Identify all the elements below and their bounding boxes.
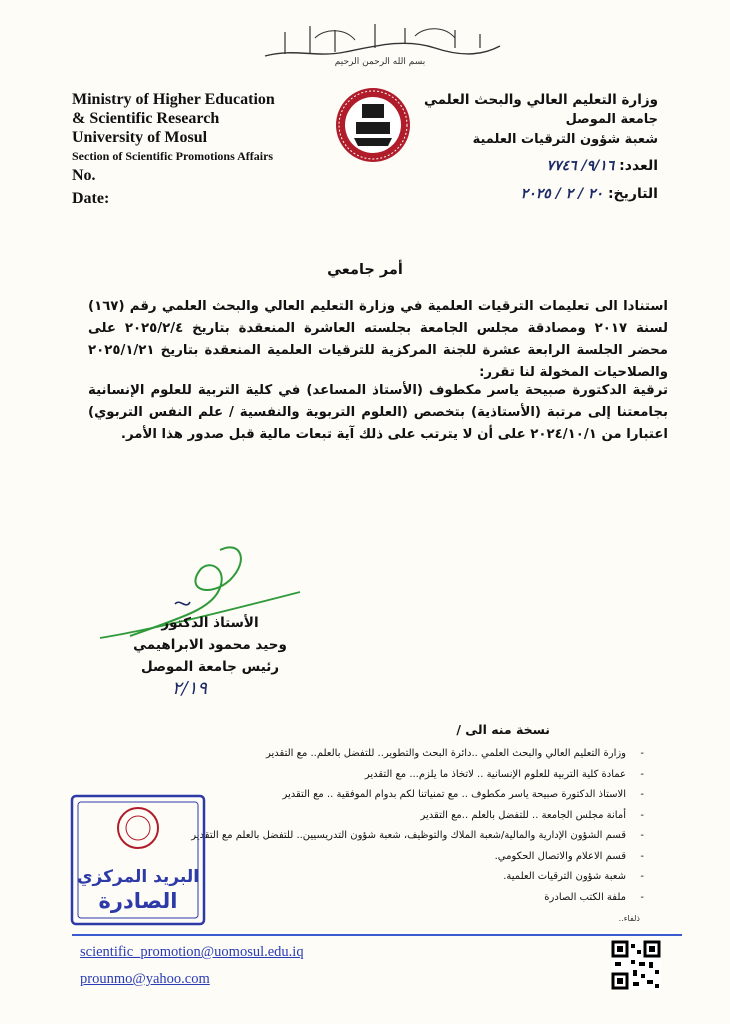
stamp-line-2: الصادرة [98, 889, 178, 913]
ministry-name-en-2: & Scientific Research [72, 110, 220, 127]
signature-date: ٢/١٩ [172, 678, 208, 699]
document-title: أمر جامعي [327, 262, 403, 278]
bismillah-calligraphy [255, 18, 505, 68]
signatory-title: الأستاذ الدكتور [161, 615, 259, 631]
date-value-ar: ٢٠ / ٢ / ٢٠٢٥ [520, 186, 604, 202]
email-link-yahoo[interactable]: prounmo@yahoo.com [80, 971, 210, 987]
body-paragraph-1: استنادا الى تعليمات الترقيات العلمية في وزارة التعليم العالي والبحث العلمي رقم (١٦٧) لسنة ٢٠١٧ ومصادقة مجلس الجامعة بجلسته العاشرة المنعقدة بتاريخ ٢٠٢٥/٢/٤ على محضر الجلسة الرابعة عشرة للجنة المركزية للترقيات العلمية المنعقدة بتاريخ ٢٠٢٥/١/٢١ والصلاحيات المخولة لنا تقرر: [88, 299, 668, 380]
university-name-ar: جامعة الموصل [565, 112, 658, 127]
university-logo-icon [334, 86, 412, 164]
signatory-block [120, 612, 300, 678]
copy-item: - الاستاذ الدكتورة صبيحة ياسر مكطوف .. مع تمنياتنا لكم بدوام الموفقية .. مع التقدير [282, 789, 644, 800]
signatory-name: وحيد محمود الابراهيمي [133, 637, 287, 653]
ministry-name-ar: وزارة التعليم العالي والبحث العلمي [423, 92, 658, 108]
english-header [72, 90, 275, 166]
qr-code-icon [611, 940, 661, 990]
section-name-ar: شعبة شؤون الترقيات العلمية [472, 132, 658, 147]
copy-item: - عمادة كلية التربية للعلوم الإنسانية .. لاتخاذ ما يلزم... مع التقدير [364, 768, 644, 780]
reference-value: ٩/١٦/ ٧٧٤٦ [546, 158, 615, 174]
email-link-university[interactable]: scientific_promotion@uomosul.edu.iq [80, 944, 304, 960]
date-label-en: Date: [72, 190, 110, 207]
copies-heading: نسخة منه الى / [456, 722, 550, 737]
copy-item: - وزارة التعليم العالي والبحث العلمي ..دائرة البحث والتطوير.. للتفضل بالعلم.. مع التقدير [266, 748, 644, 759]
body-paragraph-2: ترقية الدكتورة صبيحة ياسر مكطوف (الأستاذ المساعد) في كلية التربية للعلوم الإنسانية بجامعتنا إلى مرتبة (الأستاذية) بتخصص (العلوم التربوية والنفسية / علم النفس التربوي) اعتبارا من ٢٠٢٤/١٠/١ على أن لا يترتب على ذلك آية تبعات مالية قبل صدور هذا الأمر. [88, 383, 668, 442]
copy-item: - أمانة مجلس الجامعة .. للتفضل بالعلم ..مع التقدير [420, 809, 644, 821]
central-mail-stamp [68, 790, 208, 930]
typist-initials: ذلفاء.. [618, 914, 640, 923]
copy-item: - ملفة الكتب الصادرة [544, 891, 644, 903]
bismillah-text: بسم الله الرحمن الرحيم [334, 57, 426, 67]
document-date [521, 186, 658, 202]
number-label-en: No. [72, 167, 96, 184]
arabic-header [424, 90, 658, 150]
reference-label: العدد: [619, 158, 658, 174]
date-label-ar: التاريخ: [607, 186, 658, 202]
signatory-position: رئيس جامعة الموصل [140, 659, 280, 675]
university-name-en: University of Mosul [72, 129, 208, 146]
stamp-line-1: البريد المركزي [76, 867, 200, 887]
copy-item: - قسم الاعلام والاتصال الحكومي. [494, 850, 644, 862]
copy-item: - شعبة شؤون الترقيات العلمية. [503, 871, 644, 882]
ministry-name-en: Ministry of Higher Education [72, 91, 275, 108]
footer-divider [72, 934, 682, 936]
section-name-en: Section of Scientific Promotions Affairs [72, 149, 274, 163]
copy-item: - قسم الشؤون الإدارية والمالية/شعبة الملاك والتوظيف، شعبة شؤون التدريسيين.. للتفضل بالعلم مع التقدير [191, 830, 644, 841]
reference-number [547, 158, 658, 174]
